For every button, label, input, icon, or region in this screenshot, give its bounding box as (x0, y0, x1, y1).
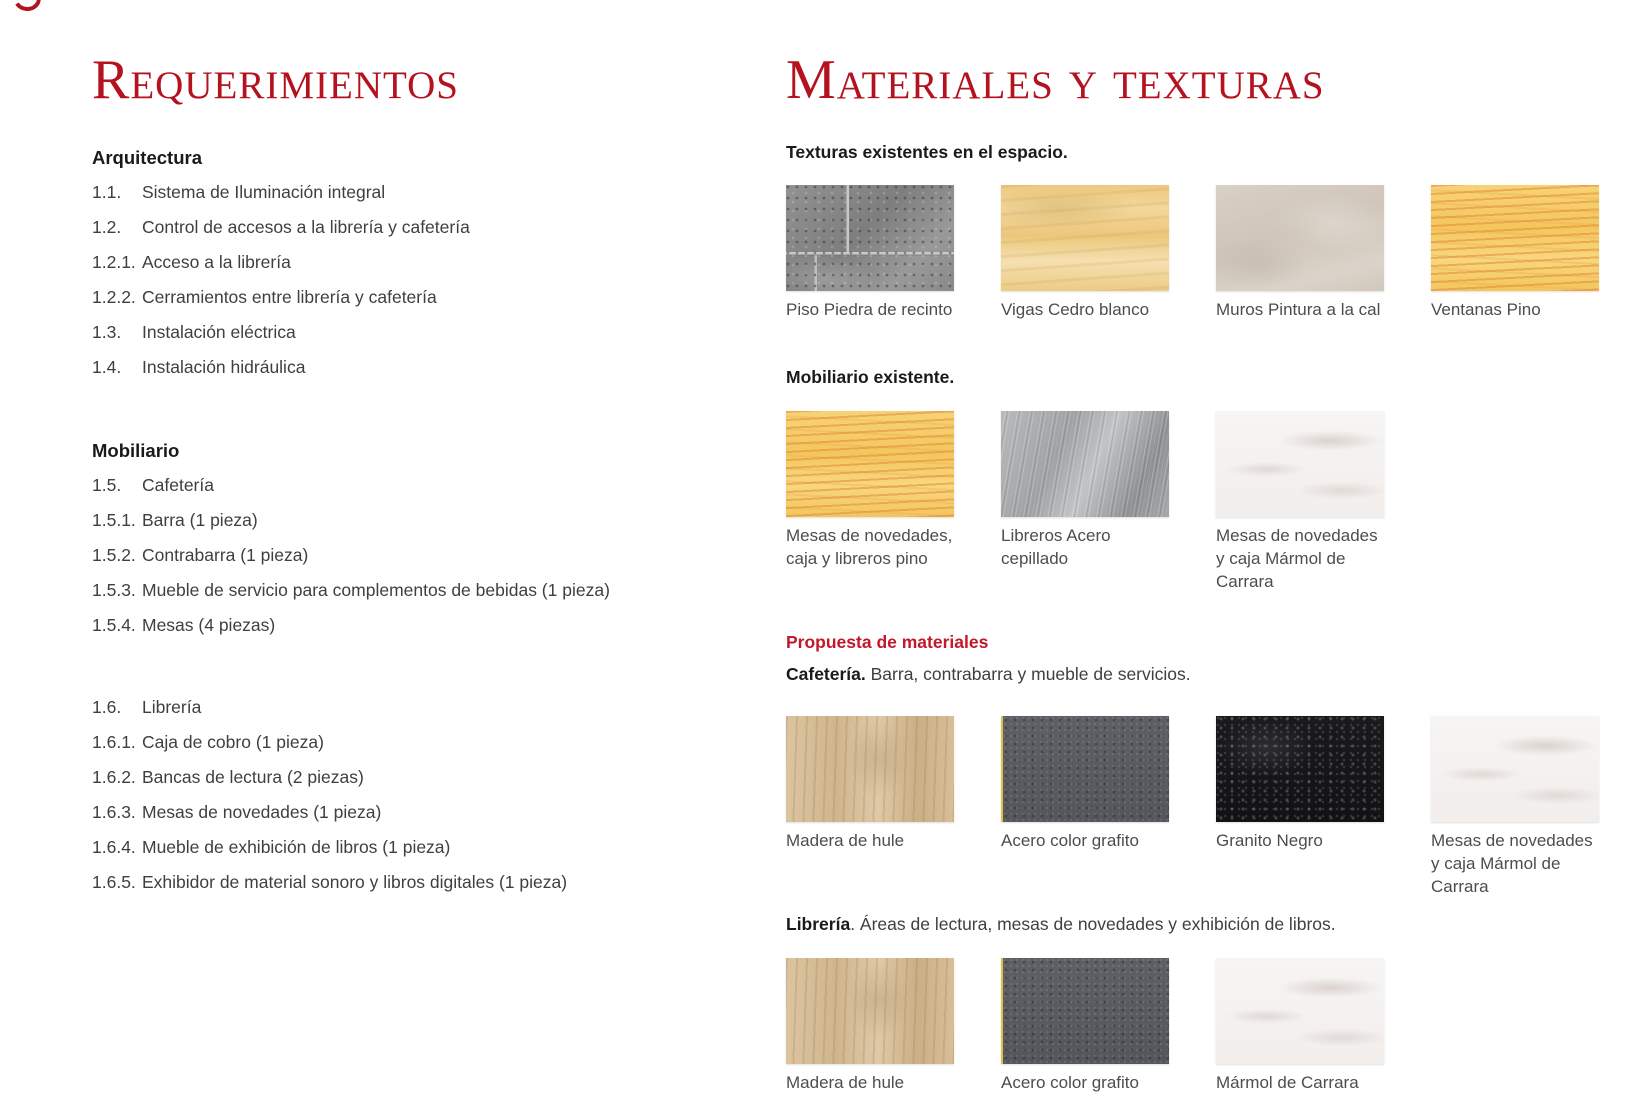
swatch-madera-de-hule (786, 716, 954, 822)
item-number: 1.6.1. (92, 732, 136, 752)
item-number: 1.5.1. (92, 510, 136, 530)
arquitectura-list (92, 181, 732, 378)
swatch-caption: Ventanas Pino (1431, 300, 1541, 319)
item-number: 1.5.2. (92, 545, 136, 565)
item-number: 1.2.2. (92, 287, 136, 307)
requirement-item (92, 766, 732, 788)
swatch-madera-de-hule (786, 958, 954, 1064)
swatch-row-mobiliario-existente (786, 411, 1626, 593)
requirement-item (92, 836, 732, 858)
item-number: 1.4. (92, 357, 122, 377)
swatch-caption: Madera de hule (786, 1073, 905, 1092)
item-number: 1.6. (92, 697, 122, 717)
swatch-libreros-acero-cepillado (1001, 411, 1169, 517)
material-cell (1001, 716, 1169, 898)
group-subtitle-libreria (786, 913, 1626, 936)
material-cell (1216, 716, 1384, 898)
swatch-caption: Muros Pintura a la cal (1216, 300, 1381, 319)
item-text: Control de accesos a la librería y cafetería (142, 217, 470, 237)
section-heading-arquitectura: Arquitectura (92, 147, 202, 168)
subtitle-lead: Cafetería. (786, 664, 866, 684)
requirements-title: Requerimientos (92, 49, 459, 111)
material-cell (1431, 716, 1599, 898)
material-cell (1001, 411, 1169, 593)
item-text: Cerramientos entre librería y cafetería (142, 287, 437, 307)
swatch-marmol-de-carrara (1431, 716, 1599, 822)
swatch-vigas-cedro-blanco (1001, 185, 1169, 291)
item-text: Sistema de Iluminación integral (142, 182, 386, 202)
group-subtitle-cafeteria (786, 663, 1626, 686)
requirement-item (92, 181, 732, 203)
material-cell (1001, 958, 1169, 1094)
swatch-caption: Mesas de novedades y caja Mármol de Carrara (1431, 831, 1593, 896)
requirement-item (92, 474, 732, 496)
item-text: Mesas de novedades (1 pieza) (142, 802, 382, 822)
swatch-caption: Granito Negro (1216, 831, 1323, 850)
requirement-item (92, 509, 732, 531)
item-number: 1.6.4. (92, 837, 136, 857)
material-cell (1216, 185, 1384, 321)
swatch-piso-piedra-de-recinto (786, 185, 954, 291)
swatch-acero-color-grafito (1001, 716, 1169, 822)
swatch-row-texturas-existentes (786, 185, 1626, 321)
requirement-item (92, 579, 732, 601)
group-label-mobiliario-existente: Mobiliario existente. (786, 367, 955, 387)
proposal-heading: Propuesta de materiales (786, 632, 989, 652)
item-text: Caja de cobro (1 pieza) (142, 732, 324, 752)
requirement-item (92, 216, 732, 238)
requirement-item (92, 286, 732, 308)
swatch-row-propuesta-cafeteria (786, 716, 1626, 898)
item-number: 1.6.3. (92, 802, 136, 822)
swatch-row-propuesta-libreria (786, 958, 1626, 1094)
item-number: 1.2.1. (92, 252, 136, 272)
group-label-texturas-existentes: Texturas existentes en el espacio. (786, 142, 1068, 162)
swatch-caption: Mesas de novedades y caja Mármol de Carrara (1216, 526, 1378, 591)
item-text: Bancas de lectura (2 piezas) (142, 767, 364, 787)
swatch-caption: Mármol de Carrara (1216, 1073, 1359, 1092)
swatch-caption: Libreros Acero cepillado (1001, 526, 1111, 568)
swatch-caption: Piso Piedra de recinto (786, 300, 953, 319)
item-text: Contrabarra (1 pieza) (142, 545, 309, 565)
material-cell (1001, 185, 1169, 321)
material-cell (786, 411, 954, 593)
mobiliario-cafeteria-list (92, 474, 732, 636)
item-text: Acceso a la librería (142, 252, 291, 272)
swatch-ventanas-pino (1431, 185, 1599, 291)
requirement-item (92, 321, 732, 343)
requirement-item (92, 801, 732, 823)
corner-mark-decoration (11, 0, 44, 14)
swatch-caption: Mesas de novedades, caja y libreros pino (786, 526, 953, 568)
item-text: Instalación hidráulica (142, 357, 306, 377)
materials-column (786, 49, 1626, 1094)
item-text: Mueble de exhibición de libros (1 pieza) (142, 837, 451, 857)
swatch-mesas-caja-libreros-pino (786, 411, 954, 517)
material-cell (786, 958, 954, 1094)
swatch-caption: Madera de hule (786, 831, 905, 850)
item-number: 1.1. (92, 182, 122, 202)
swatch-muros-pintura-a-la-cal (1216, 185, 1384, 291)
swatch-marmol-de-carrara (1216, 411, 1384, 517)
material-cell (1216, 411, 1384, 593)
item-text: Cafetería (142, 475, 214, 495)
requirements-column (92, 49, 732, 906)
requirement-item (92, 544, 732, 566)
item-text: Mesas (4 piezas) (142, 615, 276, 635)
item-text: Instalación eléctrica (142, 322, 296, 342)
item-number: 1.6.2. (92, 767, 136, 787)
swatch-acero-color-grafito (1001, 958, 1169, 1064)
item-text: Exhibidor de material sonoro y libros digitales (1 pieza) (142, 872, 568, 892)
item-number: 1.5.3. (92, 580, 136, 600)
material-cell (1216, 958, 1384, 1094)
requirement-item (92, 251, 732, 273)
swatch-caption: Acero color grafito (1001, 1073, 1139, 1092)
mobiliario-libreria-list (92, 696, 732, 893)
material-cell (1431, 185, 1599, 321)
swatch-caption: Acero color grafito (1001, 831, 1139, 850)
requirement-item (92, 696, 732, 718)
item-number: 1.5. (92, 475, 122, 495)
item-number: 1.2. (92, 217, 122, 237)
swatch-granito-negro (1216, 716, 1384, 822)
item-text: Mueble de servicio para complementos de bebidas (1 pieza) (142, 580, 610, 600)
swatch-caption: Vigas Cedro blanco (1001, 300, 1150, 319)
section-heading-mobiliario: Mobiliario (92, 440, 180, 461)
item-text: Librería (142, 697, 202, 717)
materials-title: Materiales y texturas (786, 49, 1325, 111)
item-number: 1.6.5. (92, 872, 136, 892)
requirement-item (92, 871, 732, 893)
subtitle-rest: . Áreas de lectura, mesas de novedades y exhibición de libros. (850, 914, 1336, 934)
item-number: 1.3. (92, 322, 122, 342)
subtitle-rest: Barra, contrabarra y mueble de servicios. (865, 664, 1191, 684)
material-cell (786, 716, 954, 898)
material-cell (786, 185, 954, 321)
swatch-marmol-de-carrara (1216, 958, 1384, 1064)
requirement-item (92, 614, 732, 636)
subtitle-lead: Librería (786, 914, 851, 934)
requirement-item (92, 731, 732, 753)
item-number: 1.5.4. (92, 615, 136, 635)
requirement-item (92, 356, 732, 378)
item-text: Barra (1 pieza) (142, 510, 258, 530)
